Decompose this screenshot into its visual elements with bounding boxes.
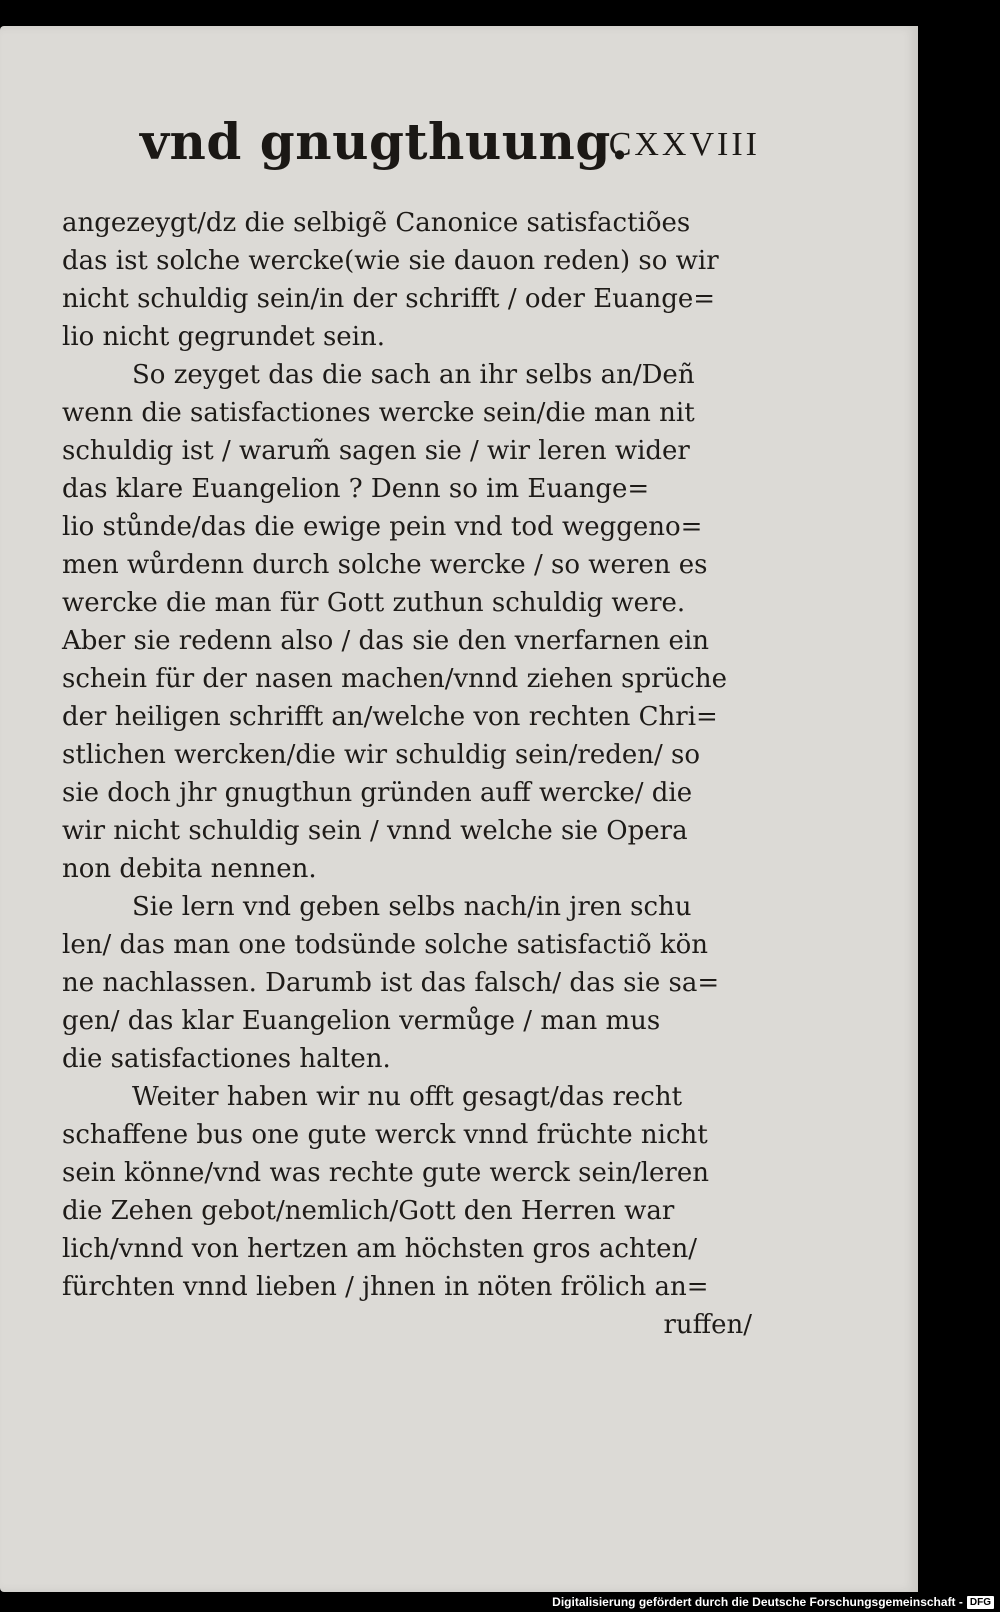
text-line: Sie lern vnd geben selbs nach/in jren schu [132,892,692,922]
catchword: ruffen/ [663,1310,752,1340]
text-line: schaffene bus one gute werck vnnd früchte nicht [62,1120,708,1150]
text-line: non debita nennen. [62,854,317,884]
running-head: vnd gnugthuung. [140,112,629,171]
body-text [62,210,752,1410]
text-line: len/ das man one todsünde solche satisfactiõ kön [62,930,709,960]
text-line: die Zehen gebot/nemlich/Gott den Herren war [62,1196,675,1226]
text-line: der heiligen schrifft an/welche von rechten Chri= [62,702,718,732]
text-line: sie doch jhr gnugthun gründen auff wercke/ die [62,778,693,808]
book-page [0,26,918,1592]
text-line: So zeyget das die sach an ihr selbs an/Deñ [132,360,695,390]
text-line: lich/vnnd von hertzen am höchsten gros achten/ [62,1234,698,1264]
text-line: lio nicht gegrundet sein. [62,322,386,352]
text-line: fürchten vnnd lieben / jhnen in nöten frölich an= [62,1272,709,1302]
text-line: wir nicht schuldig sein / vnnd welche sie Opera [62,816,688,846]
text-line: wercke die man für Gott zuthun schuldig were. [62,588,686,618]
funding-credit: Digitalisierung gefördert durch die Deutsche Forschungsgemeinschaft - [552,1595,963,1609]
text-line: das ist solche wercke(wie sie dauon reden) so wir [62,246,719,276]
text-line: stlichen wercken/die wir schuldig sein/reden/ so [62,740,701,770]
text-line: lio stůnde/das die ewige pein vnd tod weggeno= [62,512,703,542]
text-line: wenn die satisfactiones wercke sein/die man nit [62,398,695,428]
page-header [140,112,760,192]
text-line: schein für der nasen machen/vnnd ziehen sprüche [62,664,727,694]
dfg-logo: DFG [967,1596,994,1609]
text-line: nicht schuldig sein/in der schrifft / oder Euange= [62,284,716,314]
text-line: sein könne/vnd was rechte gute werck sein/leren [62,1158,709,1188]
text-line: ne nachlassen. Darumb ist das falsch/ das sie sa= [62,968,720,998]
digitization-footer [552,1594,994,1610]
text-line: Aber sie redenn also / das sie den vnerfarnen ein [62,626,710,656]
text-line: das klare Euangelion ? Denn so im Euange= [62,474,650,504]
text-line: men wůrdenn durch solche wercke / so weren es [62,550,708,580]
text-line: Weiter haben wir nu offt gesagt/das recht [132,1082,683,1112]
text-line: schuldig ist / warum̃ sagen sie / wir leren wider [62,436,690,466]
folio-number: CXXVIII [608,126,760,163]
text-line: die satisfactiones halten. [62,1044,391,1074]
text-line: gen/ das klar Euangelion vermůge / man mus [62,1006,661,1036]
text-line: angezeygt/dz die selbigẽ Canonice satisfactiões [62,208,691,238]
